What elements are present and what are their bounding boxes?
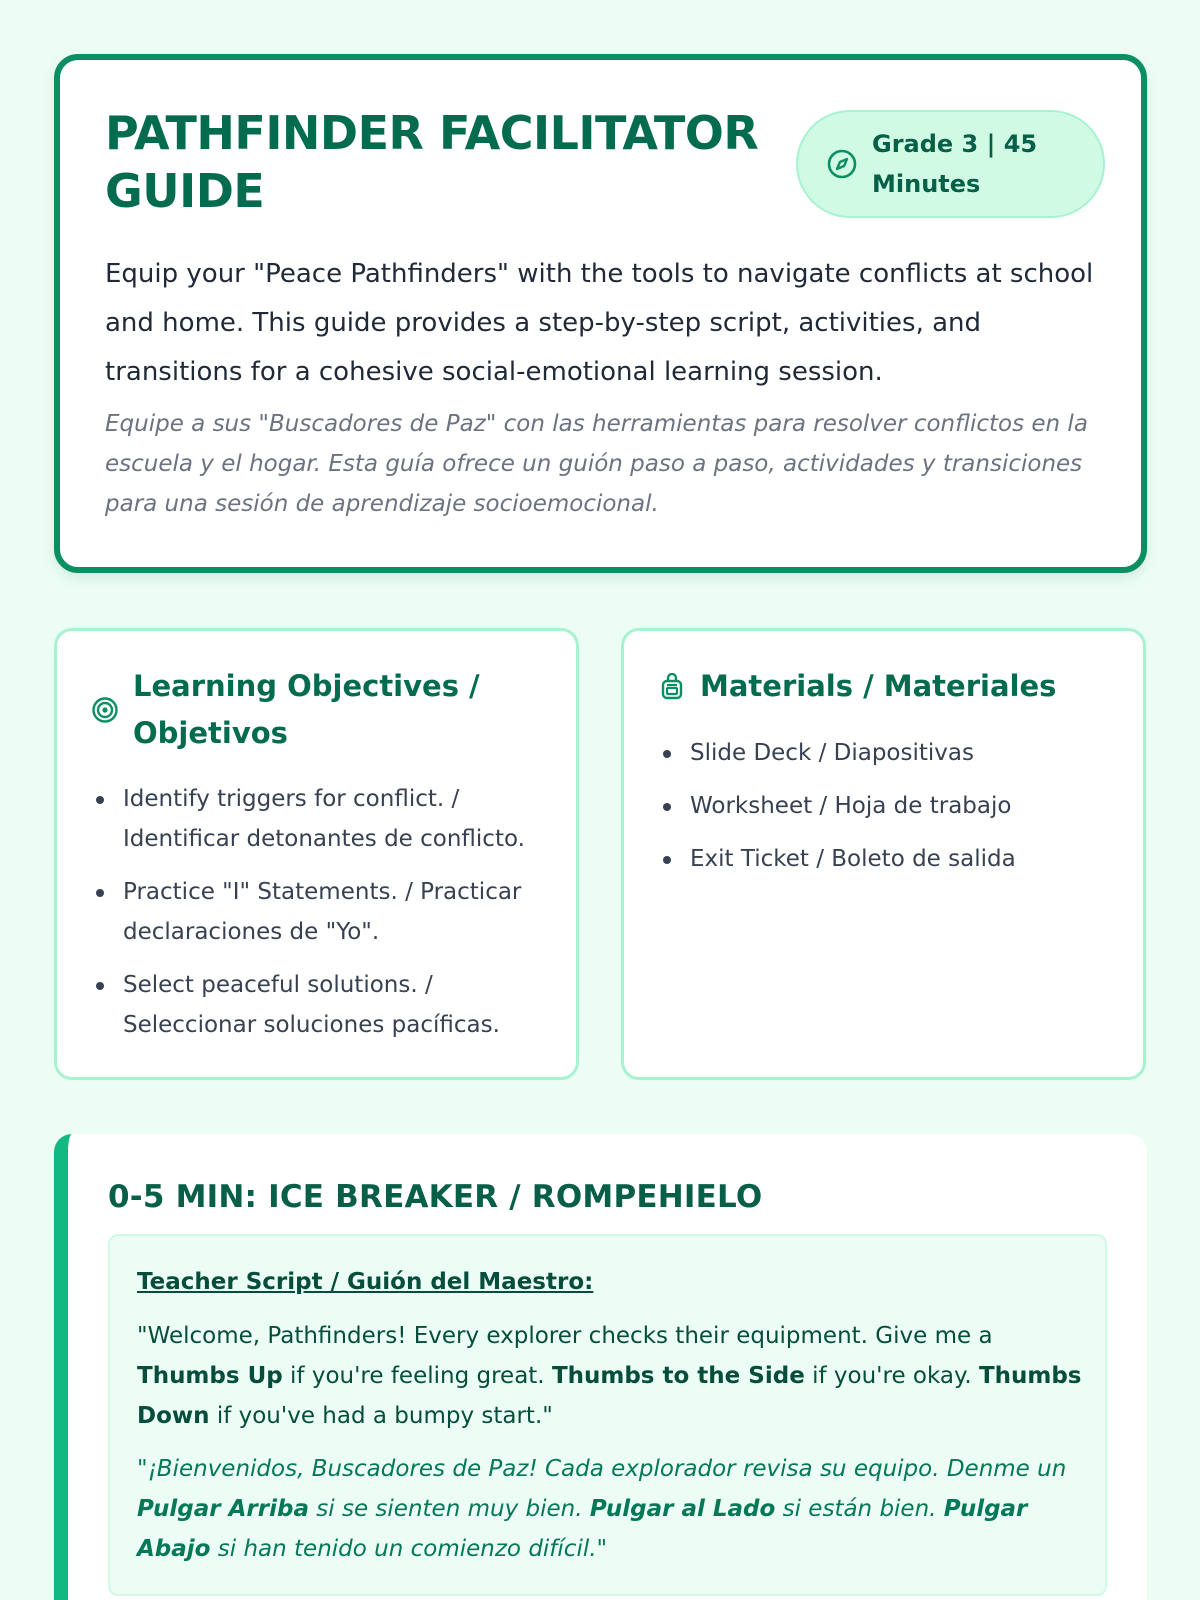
script-text: if you've had a bumpy start." (209, 1403, 553, 1429)
section-title: 0-5 MIN: ICE BREAKER / ROMPEHIELO (108, 1179, 763, 1215)
guide-description: Equip your "Peace Pathfinders" with the tools to navigate conflicts at school and home. This guide provides a step-by-step script, activities, and transitions for a cohesive social-emotional learning session. (105, 259, 1094, 387)
list-item: Select peaceful solutions. / Seleccionar soluciones pacíficas. (123, 965, 563, 1045)
ice-breaker-section (54, 1134, 1147, 1600)
badge-label: Grade 3 | 45 Minutes (872, 130, 1038, 198)
materials-card (621, 628, 1146, 1080)
list-item: Slide Deck / Diapositivas (690, 733, 1130, 773)
page-title: PATHFINDER FACILITATOR GUIDE (105, 106, 759, 218)
script-emphasis: Pulgar al Lado (589, 1496, 776, 1522)
script-english (137, 1316, 1087, 1436)
materials-heading (658, 663, 1118, 710)
list-item: Worksheet / Hoja de trabajo (690, 786, 1130, 826)
script-text: si están bien. (775, 1496, 944, 1522)
learning-objectives-card (54, 628, 579, 1080)
script-emphasis: Pulgar Abajo (137, 1496, 1028, 1562)
materials-list (690, 733, 1130, 892)
script-emphasis: Thumbs Down (137, 1363, 1082, 1429)
objectives-heading (91, 663, 551, 757)
script-emphasis: Pulgar Arriba (137, 1496, 309, 1522)
script-emphasis: Thumbs Up (137, 1363, 283, 1389)
script-label: Teacher Script / Guión del Maestro: (137, 1269, 594, 1295)
objectives-list (123, 779, 563, 1058)
backpack-icon (658, 673, 686, 701)
grade-duration-badge (796, 110, 1105, 218)
script-text: if you're feeling great. (282, 1363, 552, 1389)
list-item: Practice "I" Statements. / Practicar declaraciones de "Yo". (123, 872, 563, 952)
list-item: Exit Ticket / Boleto de salida (690, 839, 1130, 879)
script-text: if you're okay. (804, 1363, 979, 1389)
script-spanish (137, 1449, 1087, 1569)
objectives-heading-text: Learning Objectives / Objetivos (133, 669, 480, 750)
teacher-script-box (108, 1234, 1107, 1596)
script-text: "¡Bienvenidos, Buscadores de Paz! Cada explorador revisa su equipo. Denme un (137, 1456, 1067, 1482)
list-item: Identify triggers for conflict. / Identificar detonantes de conflicto. (123, 779, 563, 859)
script-text: si se sienten muy bien. (308, 1496, 590, 1522)
guide-header-card (54, 54, 1147, 573)
compass-icon (826, 148, 858, 180)
script-emphasis: Thumbs to the Side (551, 1363, 805, 1389)
guide-description-spanish: Equipe a sus "Buscadores de Paz" con las herramientas para resolver conflictos en la escuela y el hogar. Esta guía ofrece un guión paso a paso, actividades y transiciones para una sesión de aprendizaje socioemocional. (105, 411, 1088, 517)
script-text: "Welcome, Pathfinders! Every explorer checks their equipment. Give me a (137, 1323, 993, 1349)
script-text: si han tenido un comienzo difícil." (210, 1536, 608, 1562)
materials-heading-text: Materials / Materiales (700, 669, 1057, 703)
target-icon (91, 696, 119, 724)
